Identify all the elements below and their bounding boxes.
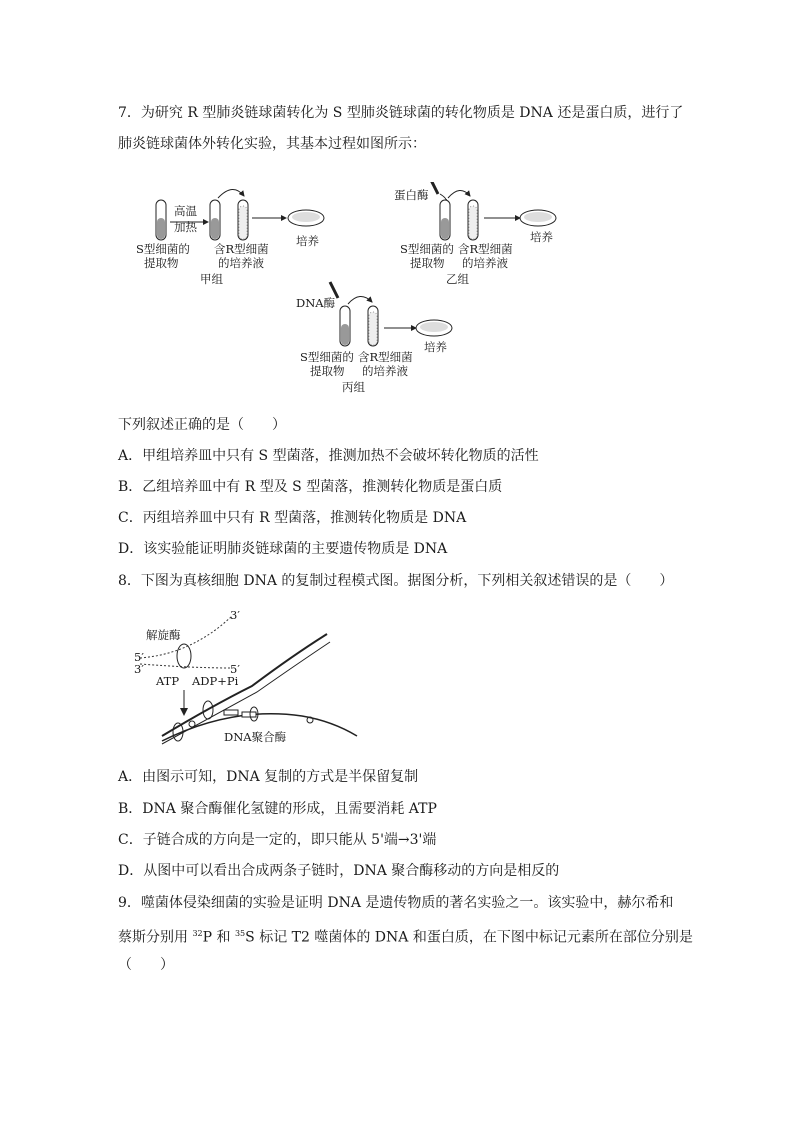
end-5b-label: 5′ — [230, 662, 240, 676]
jia-heat-label-2: 加热 — [174, 220, 197, 234]
q9-sup-35: 35 — [234, 929, 246, 938]
jia-s-extract-label-2: 提取物 — [144, 256, 179, 270]
bing-r-medium-label-2: 的培养液 — [362, 364, 408, 378]
jia-r-medium-label-2: 的培养液 — [218, 256, 264, 270]
q9-line-2-c: S 标记 T2 噬菌体的 DNA 和蛋白质，在下图中标记元素所在部位分别是 — [245, 929, 693, 946]
yi-group-label: 乙组 — [446, 272, 469, 286]
jia-group-label: 甲组 — [200, 272, 223, 286]
yi-s-extract-label-1: S型细菌的 — [400, 242, 454, 256]
yi-culture-label: 培养 — [530, 230, 553, 244]
atp-label: ATP — [156, 674, 180, 688]
q8-option-d: D．从图中可以看出合成两条子链时，DNA 聚合酶移动的方向是相反的 — [118, 863, 560, 879]
bing-culture-label: 培养 — [424, 340, 447, 354]
q8-option-c: C．子链合成的方向是一定的，即只能从 5'端→3'端 — [118, 832, 437, 848]
adp-label: ADP+Pi — [192, 674, 239, 688]
q7-option-a: A．甲组培养皿中只有 S 型菌落，推测加热不会破坏转化物质的活性 — [118, 448, 539, 464]
end-3a-label: 3′ — [230, 608, 240, 622]
q7-figure — [128, 182, 568, 397]
q7-stem: 下列叙述正确的是（ ） — [118, 417, 286, 433]
end-5a-label: 5′ — [134, 650, 144, 664]
q9-line-3: （ ） — [118, 957, 174, 973]
q9-sup-32: 32 — [192, 929, 203, 938]
bing-s-extract-label-1: S型细菌的 — [300, 350, 354, 364]
yi-s-extract-label-2: 提取物 — [410, 256, 445, 270]
q7-line-2: 肺炎链球菌体外转化实验，其基本过程如图所示： — [118, 136, 426, 152]
jia-heat-label-1: 高温 — [174, 204, 197, 218]
q9-line-2-b: P 和 — [202, 929, 235, 946]
yi-r-medium-label-1: 含R型细菌 — [458, 242, 513, 256]
jia-culture-label: 培养 — [296, 234, 319, 248]
q8-figure — [132, 606, 362, 756]
group-bing-drawing — [330, 282, 452, 346]
q7-option-d: D．该实验能证明肺炎链球菌的主要遗传物质是 DNA — [118, 541, 448, 557]
bing-enzyme-label: DNA酶 — [296, 296, 336, 310]
bing-s-extract-label-2: 提取物 — [310, 364, 345, 378]
jia-s-extract-label-1: S型细菌的 — [136, 242, 190, 256]
helicase-label: 解旋酶 — [146, 628, 181, 642]
jia-r-medium-label-1: 含R型细菌 — [214, 242, 269, 256]
bing-group-label: 丙组 — [342, 380, 365, 394]
yi-r-medium-label-2: 的培养液 — [462, 256, 508, 270]
end-3b-label: 3′ — [134, 662, 144, 676]
bing-r-medium-label-1: 含R型细菌 — [358, 350, 413, 364]
q7-line-1: 7．为研究 R 型肺炎链球菌转化为 S 型肺炎链球菌的转化物质是 DNA 还是蛋白质，进行了 — [118, 105, 684, 121]
q8-option-a: A．由图示可知，DNA 复制的方式是半保留复制 — [118, 769, 419, 785]
q9-line-2-a: 蔡斯分别用 — [118, 929, 193, 946]
q9-line-1: 9．噬菌体侵染细菌的实验是证明 DNA 是遗传物质的著名实验之一。该实验中，赫尔希和 — [118, 895, 674, 911]
q8-line-1: 8．下图为真核细胞 DNA 的复制过程模式图。据图分析，下列相关叙述错误的是（ ） — [118, 573, 674, 589]
q7-option-c: C．丙组培养皿中只有 R 型菌落，推测转化物质是 DNA — [118, 510, 467, 526]
q7-option-b: B．乙组培养皿中有 R 型及 S 型菌落，推测转化物质是蛋白质 — [118, 479, 503, 495]
polymerase-label: DNA聚合酶 — [224, 730, 287, 744]
yi-enzyme-label: 蛋白酶 — [394, 188, 429, 202]
q9-line-2 — [118, 924, 693, 948]
q8-option-b: B．DNA 聚合酶催化氢键的形成，且需要消耗 ATP — [118, 801, 437, 817]
